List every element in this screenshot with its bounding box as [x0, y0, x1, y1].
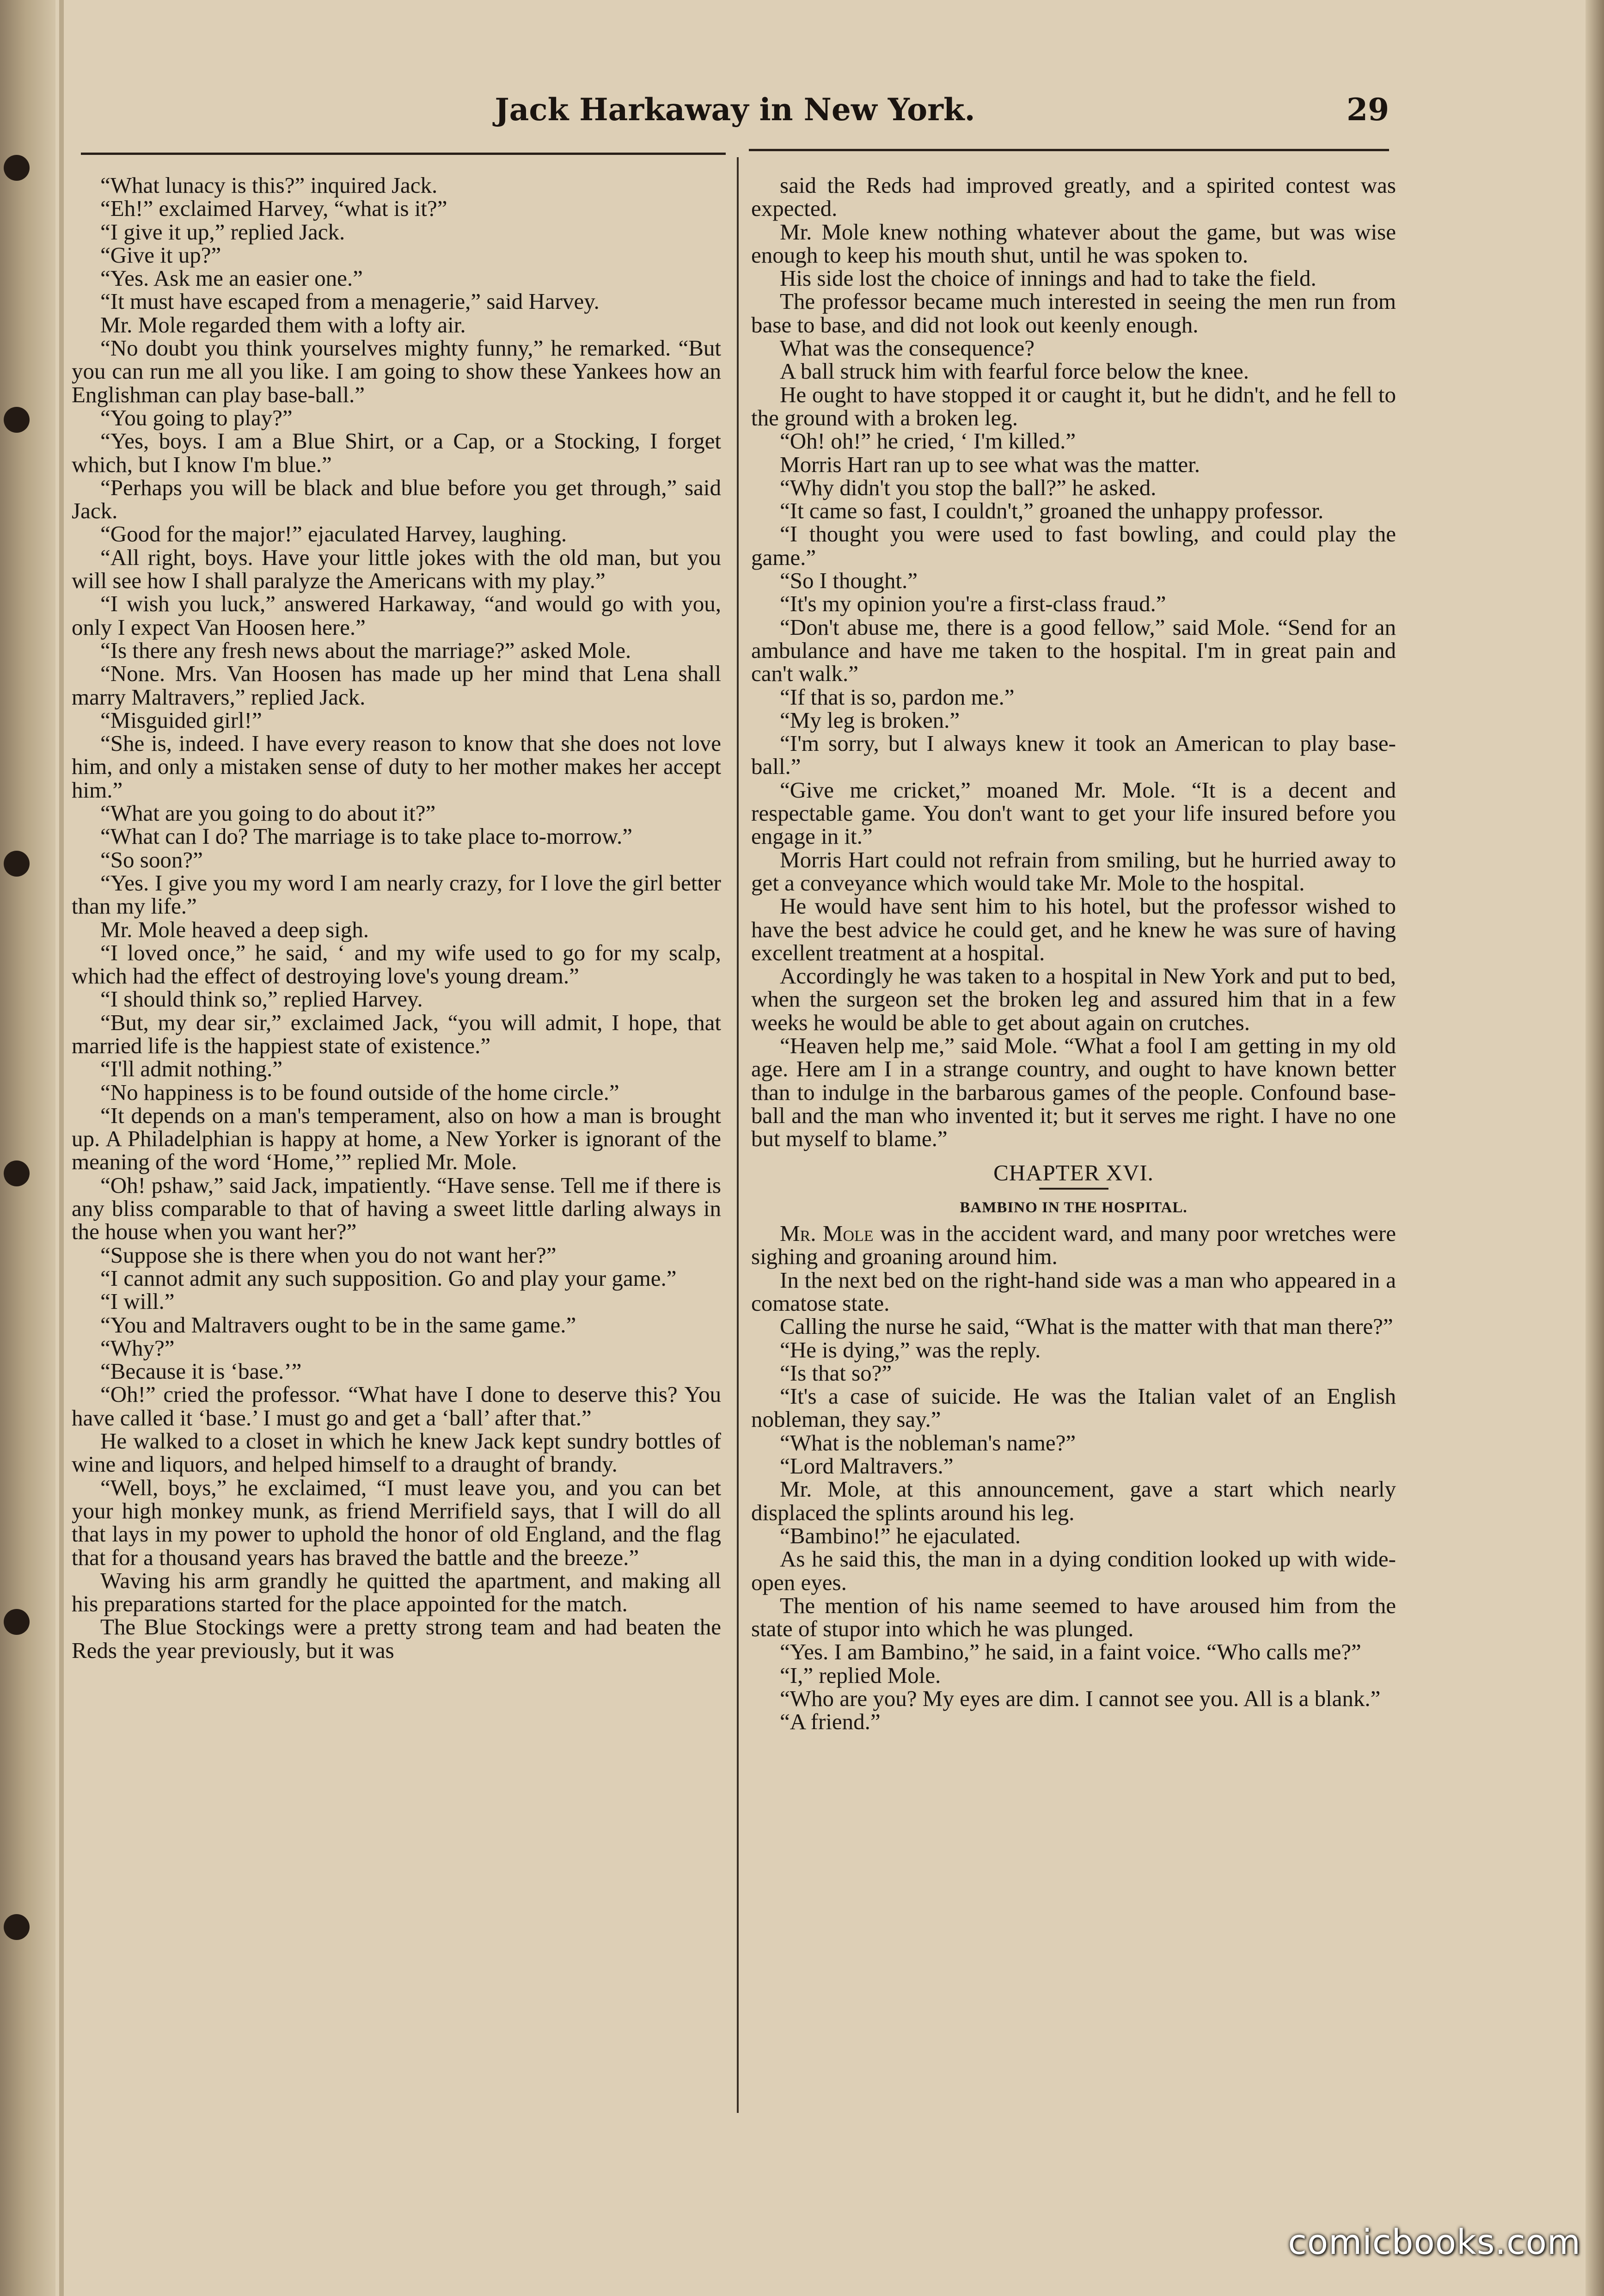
paragraph: “Oh! pshaw,” said Jack, impatiently. “Have sense. Tell me if there is any bliss comparable to that of having a sweet little darling always in the house when you want her?” [72, 1172, 721, 1245]
paragraph: “Misguided girl!” [100, 707, 262, 733]
paragraph: He would have sent him to his hotel, but the professor wished to have the best advice he could get, and he knew he was sure of having excellent treatment at a hospital. [751, 893, 1396, 965]
binding-stitch-hole [4, 1160, 30, 1186]
paragraph: “So I thought.” [780, 568, 918, 594]
chapter-rule [1039, 1188, 1108, 1190]
paragraph: “I'll admit nothing.” [100, 1056, 282, 1082]
paragraph: “Suppose she is there when you do not want her?” [100, 1242, 557, 1268]
paragraph: “She is, indeed. I have every reason to know that she does not love him, and only a mistaken sense of duty to her mother makes her accept him.” [72, 731, 721, 803]
paragraph: said the Reds had improved greatly, and a spirited contest was expected. [751, 172, 1396, 221]
paragraph: “All right, boys. Have your little jokes with the old man, but you will see how I shall paralyze the Americans with my play.” [72, 544, 721, 594]
binding-stitch-hole [4, 1914, 30, 1940]
right-text-column [751, 174, 1396, 1734]
paragraph: “You and Maltravers ought to be in the same game.” [100, 1312, 576, 1338]
paragraph: What was the consequence? [780, 335, 1035, 361]
paragraph: Morris Hart could not refrain from smiling, but he hurried away to get a conveyance which would take Mr. Mole to the hospital. [751, 847, 1396, 896]
chapter-title: CHAPTER XVI. [993, 1160, 1154, 1186]
watermark-text: comicbooks.com [1288, 2222, 1581, 2262]
chapter-opening-text: was in the accident ward, and many poor wretches were sighing and groaning around him. [751, 1221, 1396, 1270]
paragraph: “I will.” [100, 1289, 175, 1314]
paragraph: “I loved once,” he said, ‘ and my wife used to go for my scalp, which had the effect of destroying love's young dream.” [72, 939, 721, 989]
paragraph: As he said this, the man in a dying condition looked up with wide-open eyes. [751, 1546, 1396, 1595]
paragraph: “It's my opinion you're a first-class fraud.” [780, 591, 1166, 617]
paragraph: “Yes, boys. I am a Blue Shirt, or a Cap, or a Stocking, I forget which, but I know I'm blue.” [72, 428, 721, 477]
running-title: Jack Harkaway in New York. [495, 92, 975, 128]
binding-stitch-hole [4, 851, 30, 877]
paragraph: “You going to play?” [100, 405, 293, 430]
paragraph: “Is that so?” [780, 1360, 892, 1386]
paragraph: “Why didn't you stop the ball?” he asked. [780, 474, 1157, 500]
chapter-opening-paragraph [751, 1222, 1396, 1269]
paragraph: “Give it up?” [100, 242, 221, 268]
paragraph: “I thought you were used to fast bowling, and could play the game.” [751, 521, 1396, 570]
paragraph: Morris Hart ran up to see what was the matter. [780, 451, 1200, 477]
paragraph: “I,” replied Mole. [780, 1662, 941, 1688]
paragraph: “I'm sorry, but I always knew it took an American to play base-ball.” [751, 731, 1396, 780]
paragraph: Accordingly he was taken to a hospital in New York and put to bed, when the surgeon set the broken leg and assured him that in a few weeks he would be able to get about again on crutches. [751, 963, 1396, 1035]
paragraph: His side lost the choice of innings and had to take the field. [780, 265, 1316, 291]
paragraph: Mr. Mole, at this announcement, gave a start which nearly displaced the splints around his leg. [751, 1476, 1396, 1525]
paragraph: Calling the nurse he said, “What is the matter with that man there?” [780, 1314, 1393, 1339]
paragraph: Mr. Mole regarded them with a lofty air. [100, 312, 466, 338]
paragraph: “Bambino!” he ejaculated. [780, 1522, 1021, 1548]
paragraph: “It depends on a man's temperament, also on how a man is brought up. A Philadelphian is happy at home, a New Yorker is ignorant of the meaning of the word ‘Home,’” replied Mr. Mole. [72, 1102, 721, 1175]
paragraph: “Good for the major!” ejaculated Harvey, laughing. [100, 521, 567, 547]
paragraph: “No doubt you think yourselves mighty funny,” he remarked. “But you can run me all you like. I am going to show these Yankees how an Englishman can play base-ball.” [72, 335, 721, 407]
left-text-column [72, 174, 721, 1662]
paragraph: He ought to have stopped it or caught it, but he didn't, and he fell to the ground with a broken leg. [751, 381, 1396, 430]
paragraph: “Don't abuse me, there is a good fellow,” said Mole. “Send for an ambulance and have me taken to the hospital. I'm in great pain and can't walk.” [751, 614, 1396, 687]
right-column-text-after-chapter [751, 1269, 1396, 1734]
paragraph: “What is the nobleman's name?” [780, 1430, 1076, 1455]
column-divider [737, 157, 739, 2113]
paragraph: “What can I do? The marriage is to take place to-morrow.” [100, 823, 632, 849]
paragraph: Waving his arm grandly he quitted the apartment, and making all his preparations started for the place appointed for the match. [72, 1567, 721, 1617]
paragraph: “My leg is broken.” [780, 707, 960, 733]
paragraph: “I should think so,” replied Harvey. [100, 986, 423, 1012]
paragraph: “No happiness is to be found outside of the home circle.” [100, 1079, 619, 1105]
paragraph: “What lunacy is this?” inquired Jack. [100, 172, 438, 198]
binding-stitch-hole [4, 1609, 30, 1635]
paragraph: “Oh! oh!” he cried, ‘ I'm killed.” [780, 428, 1076, 454]
paragraph: Mr. Mole knew nothing whatever about the game, but was wise enough to keep his mouth shut, until he was spoken to. [751, 219, 1396, 268]
paragraph: “What are you going to do about it?” [100, 800, 436, 826]
paragraph: “A friend.” [780, 1709, 881, 1735]
right-column-text-before-chapter [751, 174, 1396, 1150]
paragraph: “I cannot admit any such supposition. Go and play your game.” [100, 1265, 677, 1291]
page-number: 29 [1347, 92, 1389, 128]
paragraph: In the next bed on the right-hand side was a man who appeared in a comatose state. [751, 1267, 1396, 1316]
header-rule-left [81, 153, 726, 155]
paragraph: “Give me cricket,” moaned Mr. Mole. “It is a decent and respectable game. You don't want to get your life insured before you engage in it.” [751, 777, 1396, 849]
paragraph: “Well, boys,” he exclaimed, “I must leave you, and you can bet your high monkey munk, as friend Merrifield says, that I will do all that lays in my power to uphold the honor of old England, and the flag that for a thousand years has braved the battle and the breeze.” [72, 1474, 721, 1570]
paragraph: “It's a case of suicide. He was the Italian valet of an English nobleman, they say.” [751, 1383, 1396, 1432]
paragraph: “So soon?” [100, 847, 203, 872]
page-edge-shadow [1586, 0, 1604, 2296]
paragraph: “Why?” [100, 1335, 175, 1361]
paragraph: “Yes. I give you my word I am nearly crazy, for I love the girl better than my life.” [72, 870, 721, 919]
chapter-subtitle: BAMBINO IN THE HOSPITAL. [960, 1199, 1188, 1216]
paragraph: “Because it is ‘base.’” [100, 1358, 302, 1384]
paragraph: “None. Mrs. Van Hoosen has made up her mind that Lena shall marry Maltravers,” replied Jack. [72, 661, 721, 710]
paragraph: “Who are you? My eyes are dim. I cannot see you. All is a blank.” [780, 1686, 1381, 1711]
paragraph: The Blue Stockings were a pretty strong team and had beaten the Reds the year previously, but it was [72, 1614, 721, 1663]
paragraph: He walked to a closet in which he knew Jack kept sundry bottles of wine and liquors, and helped himself to a draught of brandy. [72, 1428, 721, 1477]
page-header [81, 88, 1389, 139]
paragraph: “Eh!” exclaimed Harvey, “what is it?” [100, 196, 447, 221]
paragraph: “If that is so, pardon me.” [780, 684, 1015, 710]
paragraph: “Oh!” cried the professor. “What have I done to deserve this? You have called it ‘base.’ I must go and get a ‘ball’ after that.” [72, 1381, 721, 1430]
paragraph: “Is there any fresh news about the marriage?” asked Mole. [100, 637, 631, 663]
header-rule-right [749, 149, 1389, 151]
paragraph: A ball struck him with fearful force below the knee. [780, 358, 1249, 384]
binding-stitch-hole [4, 407, 30, 433]
paragraph: “I give it up,” replied Jack. [100, 219, 345, 245]
binding-fold [59, 0, 64, 2296]
paragraph: The professor became much interested in seeing the men run from base to base, and did not look out keenly enough. [751, 289, 1396, 338]
paragraph: “Yes. I am Bambino,” he said, in a faint voice. “Who calls me?” [780, 1639, 1361, 1665]
paragraph: “It came so fast, I couldn't,” groaned the unhappy professor. [780, 498, 1324, 524]
paragraph: “Lord Maltravers.” [780, 1453, 954, 1479]
paragraph: “I wish you luck,” answered Harkaway, “and would go with you, only I expect Van Hoosen here.” [72, 591, 721, 640]
paragraph: “But, my dear sir,” exclaimed Jack, “you will admit, I hope, that married life is the happiest state of existence.” [72, 1009, 721, 1058]
paragraph: The mention of his name seemed to have aroused him from the state of stupor into which he was plunged. [751, 1592, 1396, 1642]
book-binding [0, 0, 55, 2296]
paragraph: “Perhaps you will be black and blue before you get through,” said Jack. [72, 474, 721, 524]
paragraph: “He is dying,” was the reply. [780, 1337, 1041, 1363]
paragraph: Mr. Mole heaved a deep sigh. [100, 916, 369, 942]
paragraph: “Yes. Ask me an easier one.” [100, 265, 363, 291]
binding-stitch-hole [4, 155, 30, 181]
paragraph: “It must have escaped from a menagerie,” said Harvey. [100, 289, 600, 314]
paragraph: “Heaven help me,” said Mole. “What a fool I am getting in my old age. Here am I in a strange country, and ought to have known better than to indulge in the barbarous games of the people. Confound base-ball and the man who invented it; but it serves me right. I have no one but myself to blame.” [751, 1032, 1396, 1152]
chapter-opening-caps: Mr. Mole [780, 1221, 874, 1246]
